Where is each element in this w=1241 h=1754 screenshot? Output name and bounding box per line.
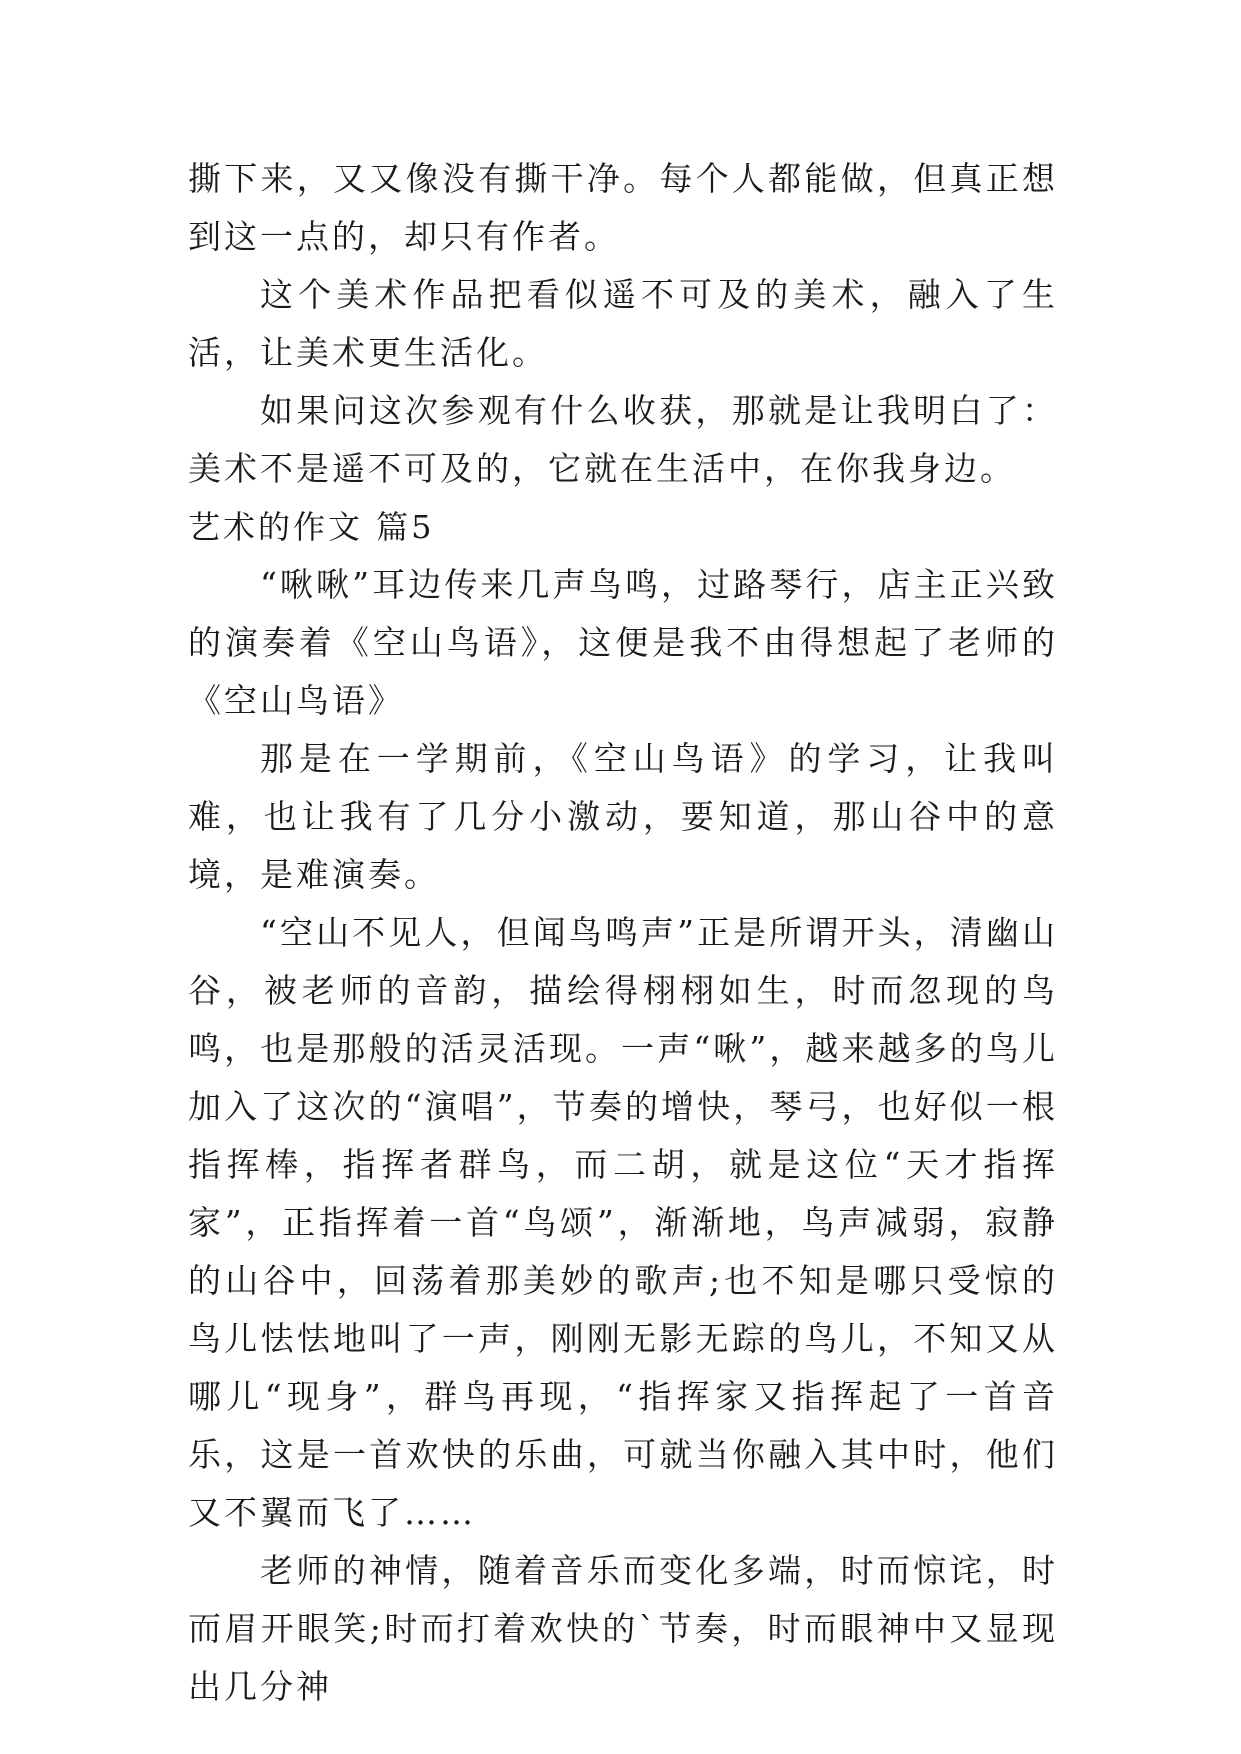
paragraph: 那是在一学期前，《空山鸟语》的学习，让我叫难，也让我有了几分小激动，要知道，那山谷中的意境，是难演奏。: [188, 739, 1058, 894]
paragraph: 撕下来，又又像没有撕干净。每个人都能做，但真正想到这一点的，却只有作者。: [188, 159, 1058, 256]
paragraph: 如果问这次参观有什么收获，那就是让我明白了：美术不是遥不可及的，它就在生活中，在你我身边。: [188, 391, 1058, 488]
section-heading: 艺术的作文 篇5: [188, 508, 435, 546]
document-page: [188, 150, 1058, 1716]
paragraph: 老师的神情，随着音乐而变化多端，时而惊诧，时而眉开眼笑;时而打着欢快的`节奏，时而眼神中又显现出几分神: [188, 1551, 1058, 1706]
paragraph: “啾啾”耳边传来几声鸟鸣，过路琴行，店主正兴致的演奏着《空山鸟语》，这便是我不由得想起了老师的《空山鸟语》: [188, 565, 1058, 720]
paragraph: “空山不见人，但闻鸟鸣声”正是所谓开头，清幽山谷，被老师的音韵，描绘得栩栩如生，时而忽现的鸟鸣，也是那般的活灵活现。一声“啾”，越来越多的鸟儿加入了这次的“演唱”，节奏的增快，琴弓，也好似一根指挥棒，指挥者群鸟，而二胡，就是这位“天才指挥家”，正指挥着一首“鸟颂”，渐渐地，鸟声减弱，寂静的山谷中，回荡着那美妙的歌声;也不知是哪只受惊的鸟儿怯怯地叫了一声，刚刚无影无踪的鸟儿，不知又从哪儿“现身”，群鸟再现，“指挥家又指挥起了一首音乐，这是一首欢快的乐曲，可就当你融入其中时，他们又不翼而飞了……: [188, 913, 1058, 1532]
paragraph: 这个美术作品把看似遥不可及的美术，融入了生活，让美术更生活化。: [188, 275, 1058, 372]
